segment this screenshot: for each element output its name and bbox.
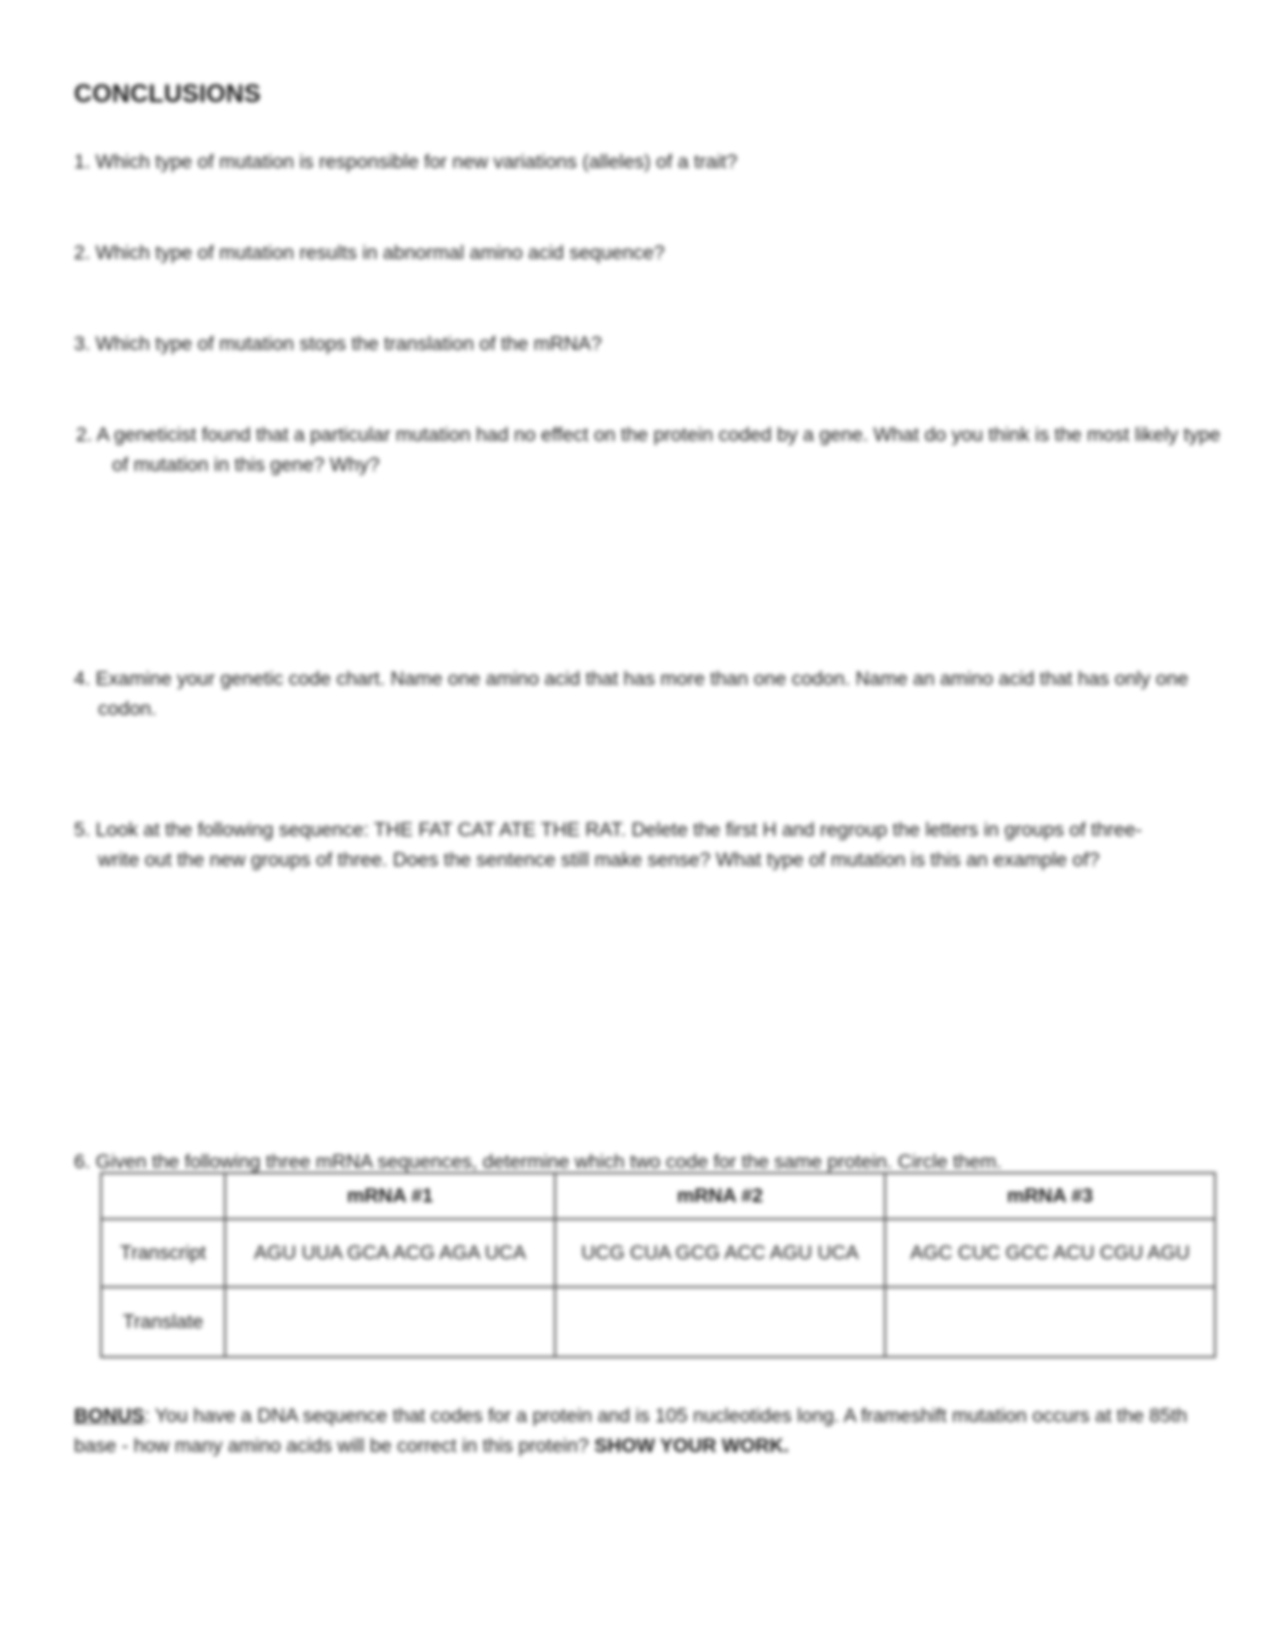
translate-cell-mrna-2[interactable] [555, 1287, 885, 1357]
translate-cell-mrna-3[interactable] [885, 1287, 1215, 1357]
bonus-text: : You have a DNA sequence that codes for a protein and is 105 nucleotides long. A frameshift mutation occurs at the 85th base - how many amino acids will be correct in this protein? [74, 1405, 1188, 1457]
translate-cell-mrna-1[interactable] [225, 1287, 555, 1357]
transcript-mrna-3: AGC CUC GCC ACU CGU AGU [885, 1219, 1215, 1287]
question-geneticist: 2. A geneticist found that a particular mutation had no effect on the protein coded by a gene. What do you think is the most likely type of mutation in this gene? Why? [76, 424, 1221, 476]
question-2: 2. Which type of mutation results in abnormal amino acid sequence? [74, 242, 665, 264]
table-header-mrna-1: mRNA #1 [225, 1173, 555, 1219]
translate-label: Translate [101, 1287, 225, 1357]
question-5: 5. Look at the following sequence: THE FAT CAT ATE THE RAT. Delete the first H and regroup the letters in groups of three- write out the new groups of three. Does the sentence still make sense? What type of mutation is this an example of? [74, 819, 1142, 871]
question-4: 4. Examine your genetic code chart. Name one amino acid that has more than one codon. Name an amino acid that has only one codon. [74, 668, 1189, 720]
transcript-mrna-1: AGU UUA GCA ACG AGA UCA [225, 1219, 555, 1287]
question-6: 6. Given the following three mRNA sequences, determine which two code for the same protein. Circle them. [74, 1151, 1002, 1173]
bonus-emphasis: SHOW YOUR WORK. [594, 1435, 789, 1457]
transcript-label: Transcript [101, 1219, 225, 1287]
question-3: 3. Which type of mutation stops the translation of the mRNA? [74, 333, 602, 355]
transcript-mrna-2: UCG CUA GCG ACC AGU UCA [555, 1219, 885, 1287]
table-row-transcript [101, 1219, 1215, 1287]
bonus-question [74, 1401, 1194, 1461]
mrna-table [100, 1172, 1216, 1358]
table-header-row [101, 1173, 1215, 1219]
section-title: CONCLUSIONS [74, 80, 261, 108]
bonus-label: BONUS [74, 1405, 145, 1427]
question-1: 1. Which type of mutation is responsible for new variations (alleles) of a trait? [74, 151, 738, 173]
table-row-translate [101, 1287, 1215, 1357]
table-header-empty [101, 1173, 225, 1219]
table-header-mrna-2: mRNA #2 [555, 1173, 885, 1219]
table-header-mrna-3: mRNA #3 [885, 1173, 1215, 1219]
